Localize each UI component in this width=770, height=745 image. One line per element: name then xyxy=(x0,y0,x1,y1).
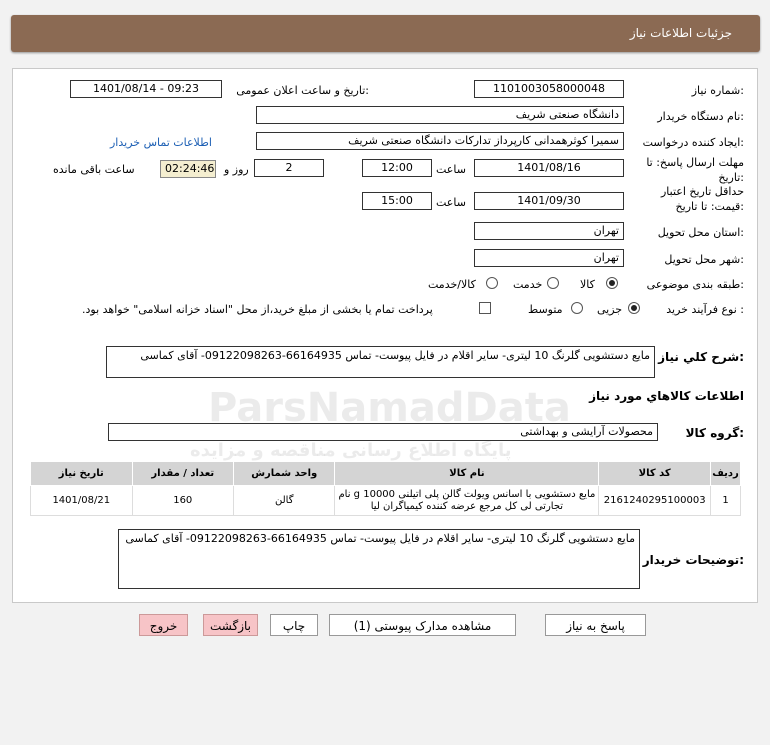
province-label: استان محل تحویل: xyxy=(657,226,744,239)
exit-button[interactable]: خروج xyxy=(139,614,188,636)
summary-textarea: مایع دستشویی گلرنگ 10 لیتری- سایر اقلام در فایل پیوست- تماس 66164935-09122098263- آقای کماسی xyxy=(106,346,655,378)
col-unit: واحد شمارش xyxy=(234,462,335,486)
deadline-date-field: 1401/08/16 xyxy=(474,159,624,177)
treasury-checkbox[interactable] xyxy=(479,302,491,314)
validity-time-field: 15:00 xyxy=(362,192,432,210)
col-date: تاریخ نیاز xyxy=(31,462,133,486)
col-name: نام کالا xyxy=(335,462,599,486)
need-number-label: شماره نیاز: xyxy=(691,84,744,97)
back-button[interactable]: بازگشت xyxy=(203,614,258,636)
deadline-time-field: 12:00 xyxy=(362,159,432,177)
goods-table xyxy=(30,461,741,516)
need-number-field: 1101003058000048 xyxy=(474,80,624,98)
province-field: تهران xyxy=(474,222,624,240)
creator-label: ایجاد کننده درخواست: xyxy=(642,136,744,149)
notes-textarea: مایع دستشویی گلرنگ 10 لیتری- سایر اقلام در فایل پیوست- تماس 66164935-09122098263- آقای کماسی xyxy=(118,529,640,589)
purchase-option-medium: متوسط xyxy=(528,303,563,316)
table-header-row xyxy=(31,462,741,486)
category-option-goods: کالا xyxy=(580,278,595,291)
days-field: 2 xyxy=(254,159,324,177)
col-code: کد کالا xyxy=(599,462,711,486)
buyer-label: نام دستگاه خریدار: xyxy=(657,110,744,123)
cell-row: 1 xyxy=(711,486,741,516)
attachments-button[interactable]: مشاهده مدارک پیوستی (1) xyxy=(329,614,516,636)
days-label: روز و xyxy=(224,163,249,176)
cell-code: 2161240295100003 xyxy=(599,486,711,516)
notes-label: توضیحات خریدار: xyxy=(642,553,744,567)
deadline-time-label: ساعت xyxy=(436,163,466,176)
announce-label: تاریخ و ساعت اعلان عمومی: xyxy=(236,84,369,97)
deadline-label: مهلت ارسال پاسخ: تا تاریخ: xyxy=(646,156,744,184)
goods-group-label: گروه کالا: xyxy=(685,426,744,440)
table-row xyxy=(31,486,741,516)
goods-group-field: محصولات آرایشی و بهداشتی xyxy=(108,423,658,441)
city-field: تهران xyxy=(474,249,624,267)
remaining-label: ساعت باقی مانده xyxy=(53,163,135,176)
cell-unit: گالن xyxy=(234,486,335,516)
validity-date-field: 1401/09/30 xyxy=(474,192,624,210)
category-radio-service[interactable] xyxy=(547,277,559,289)
cell-date: 1401/08/21 xyxy=(31,486,133,516)
cell-name: مایع دستشویی با اسانس ویولت گالن پلی اتیلنی 10000 g نام تجارتی لی کل مرجع عرضه کننده کیمیاگران لیا xyxy=(335,486,599,516)
city-label: شهر محل تحویل: xyxy=(664,253,744,266)
goods-section-title: اطلاعات کالاهاي مورد نياز xyxy=(589,389,744,403)
treasury-note: پرداخت تمام یا بخشی از مبلغ خرید،از محل "اسناد خزانه اسلامی" خواهد بود. xyxy=(82,303,433,316)
col-qty: تعداد / مقدار xyxy=(132,462,233,486)
col-row: ردیف xyxy=(711,462,741,486)
summary-label: شرح کلي نياز: xyxy=(658,350,744,364)
reply-button[interactable]: پاسخ به نیاز xyxy=(545,614,646,636)
cell-qty: 160 xyxy=(132,486,233,516)
page-header xyxy=(11,15,760,52)
validity-time-label: ساعت xyxy=(436,196,466,209)
category-option-service: خدمت xyxy=(513,278,543,291)
validity-label: حداقل تاریخ اعتبار قیمت: تا تاریخ: xyxy=(660,185,744,213)
purchase-label: نوع فرآیند خرید : xyxy=(666,303,744,316)
category-label: طبقه بندی موضوعی: xyxy=(646,278,744,291)
page-title: جزئیات اطلاعات نیاز xyxy=(629,26,732,40)
remaining-timer: 02:24:46 xyxy=(160,160,216,178)
purchase-radio-minor[interactable] xyxy=(628,302,640,314)
creator-field: سمیرا کوثرهمدانی کارپرداز تدارکات دانشگاه صنعتی شریف xyxy=(256,132,624,150)
print-button[interactable]: چاپ xyxy=(270,614,318,636)
category-option-both: کالا/خدمت xyxy=(428,278,476,291)
category-radio-both[interactable] xyxy=(486,277,498,289)
purchase-radio-medium[interactable] xyxy=(571,302,583,314)
announce-field: 1401/08/14 - 09:23 xyxy=(70,80,222,98)
buyer-contact-link[interactable]: اطلاعات تماس خریدار xyxy=(110,136,212,149)
purchase-option-minor: جزیی xyxy=(597,303,623,316)
buyer-field: دانشگاه صنعتی شریف xyxy=(256,106,624,124)
category-radio-goods[interactable] xyxy=(606,277,618,289)
